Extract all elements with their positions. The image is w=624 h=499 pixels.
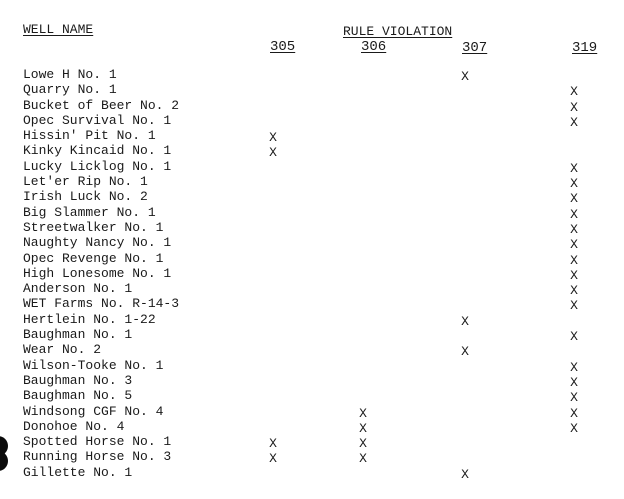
table-row <box>23 281 613 299</box>
table-row <box>23 235 613 253</box>
violation-mark-319: X <box>570 420 578 436</box>
column-header-307: 307 <box>462 40 488 56</box>
well-name: Wilson-Tooke No. 1 <box>23 357 164 373</box>
well-name: Lowe H No. 1 <box>23 67 117 82</box>
well-name: High Lonesome No. 1 <box>23 265 172 281</box>
violation-mark-307: X <box>461 313 469 329</box>
violation-mark-319: X <box>570 374 578 390</box>
table-row <box>23 82 613 100</box>
table-row <box>23 113 613 128</box>
table-row <box>23 251 613 266</box>
well-name: Gillette No. 1 <box>23 464 133 480</box>
well-name: Windsong CGF No. 4 <box>23 403 164 419</box>
well-name: Wear No. 2 <box>23 342 102 358</box>
well-name: Let'er Rip No. 1 <box>23 174 148 190</box>
well-name: Opec Survival No. 1 <box>23 112 172 128</box>
table-row <box>23 98 613 113</box>
well-name: Spotted Horse No. 1 <box>23 434 172 450</box>
table-row <box>23 205 613 220</box>
violation-mark-319: X <box>570 283 578 299</box>
table-row <box>23 434 613 452</box>
column-header-319: 319 <box>572 40 598 56</box>
violation-mark-319: X <box>570 390 578 406</box>
well-name: Running Horse No. 3 <box>23 449 172 465</box>
table-row <box>23 220 613 235</box>
well-name: Kinky Kincaid No. 1 <box>23 143 172 159</box>
violation-mark-319: X <box>570 176 578 192</box>
well-name: WET Farms No. R-14-3 <box>23 296 180 312</box>
violation-mark-307: X <box>461 69 469 84</box>
well-name-header: WELL NAME <box>23 22 94 37</box>
violation-mark-319: X <box>570 114 578 130</box>
violation-mark-319: X <box>570 298 578 314</box>
table-row <box>23 388 613 406</box>
violation-mark-319: X <box>570 206 578 222</box>
violation-mark-307: X <box>461 344 469 360</box>
well-name: Hissin' Pit No. 1 <box>23 128 156 144</box>
well-name: Big Slammer No. 1 <box>23 204 156 220</box>
violation-mark-306: X <box>359 405 367 421</box>
violation-mark-319: X <box>570 252 578 268</box>
violation-mark-319: X <box>570 99 578 115</box>
table-row <box>23 404 613 419</box>
table-row <box>23 159 613 174</box>
violation-mark-319: X <box>570 405 578 421</box>
table-row <box>23 465 613 480</box>
well-name: Anderson No. 1 <box>23 281 133 297</box>
violation-mark-319: X <box>570 237 578 253</box>
punch-hole <box>0 451 8 471</box>
well-name: Bucket of Beer No. 2 <box>23 97 180 113</box>
violation-mark-306: X <box>359 451 367 467</box>
violation-mark-319: X <box>570 191 578 207</box>
violation-mark-305: X <box>269 436 277 452</box>
table-row <box>23 419 613 434</box>
table-row <box>23 358 613 373</box>
well-name: Opec Revenge No. 1 <box>23 250 164 266</box>
violation-table <box>23 67 613 480</box>
violation-mark-319: X <box>570 221 578 237</box>
violation-mark-319: X <box>570 329 578 345</box>
well-name: Naughty Nancy No. 1 <box>23 235 172 251</box>
rule-violation-header: RULE VIOLATION <box>343 24 453 39</box>
column-header-305: 305 <box>270 39 296 55</box>
well-name: Baughman No. 1 <box>23 327 133 343</box>
violation-mark-319: X <box>570 267 578 283</box>
well-name: Hertlein No. 1-22 <box>23 311 156 327</box>
well-name: Irish Luck No. 2 <box>23 189 148 205</box>
violation-mark-306: X <box>359 436 367 452</box>
table-row <box>23 189 613 207</box>
well-name: Donohoe No. 4 <box>23 418 125 434</box>
violation-mark-305: X <box>269 130 277 146</box>
table-row <box>23 327 613 345</box>
violation-mark-306: X <box>359 420 367 436</box>
well-name: Quarry No. 1 <box>23 82 117 98</box>
column-header-306: 306 <box>361 39 387 55</box>
well-name: Baughman No. 5 <box>23 388 133 404</box>
violation-mark-305: X <box>269 145 277 161</box>
table-row <box>23 449 613 467</box>
well-name: Baughman No. 3 <box>23 372 133 388</box>
well-name: Lucky Licklog No. 1 <box>23 158 172 174</box>
table-row <box>23 296 613 314</box>
violation-mark-319: X <box>570 84 578 100</box>
table-row <box>23 174 613 192</box>
table-row <box>23 312 613 327</box>
violation-mark-319: X <box>570 160 578 176</box>
violation-mark-305: X <box>269 451 277 467</box>
well-name: Streetwalker No. 1 <box>23 219 164 235</box>
table-row <box>23 342 613 360</box>
violation-mark-307: X <box>461 466 469 482</box>
table-row <box>23 67 613 82</box>
table-row <box>23 143 613 161</box>
table-row <box>23 373 613 388</box>
table-row <box>23 128 613 146</box>
violation-mark-319: X <box>570 359 578 375</box>
table-row <box>23 266 613 281</box>
